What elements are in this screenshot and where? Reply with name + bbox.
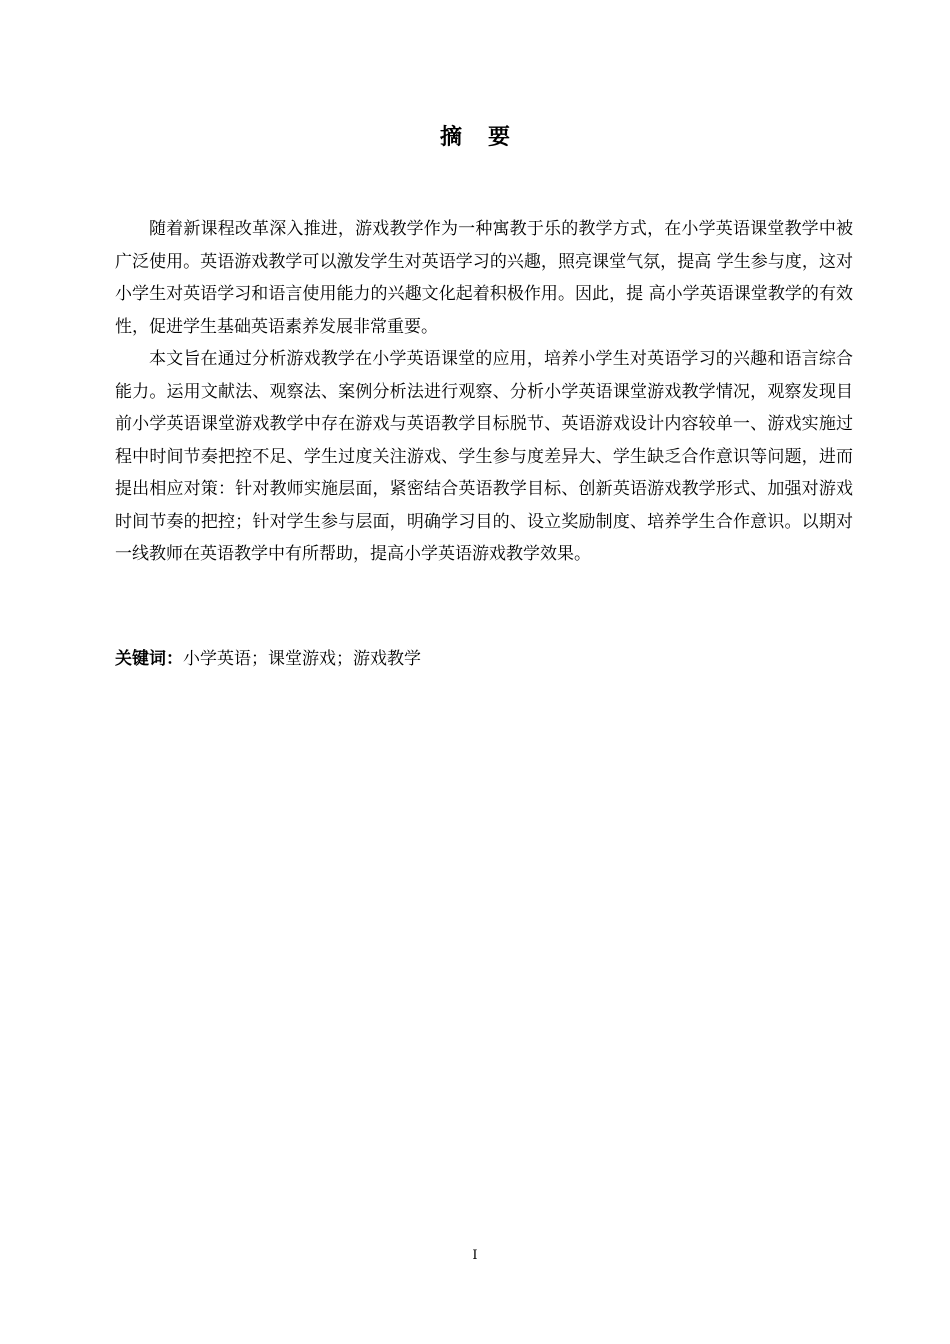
abstract-paragraph-2: 本文旨在通过分析游戏教学在小学英语课堂的应用，培养小学生对英语学习的兴趣和语言综合能力。运用文献法、观察法、案例分析法进行观察、分析小学英语课堂游戏教学情况，观察发现目前小学英语课堂游戏教学中存在游戏与英语教学目标脱节、英语游戏设计内容较单一、游戏实施过程中时间节奏把控不足、学生过度关注游戏、学生参与度差异大、学生缺乏合作意识等问题，进而提出相应对策：针对教师实施层面，紧密结合英语教学目标、创新英语游戏教学形式、加强对游戏时间节奏的把控；针对学生参与层面，明确学习目的、设立奖励制度、培养学生合作意识。以期对一线教师在英语教学中有所帮助，提高小学英语游戏教学效果。 <box>115 349 853 564</box>
keywords-value: 小学英语；课堂游戏；游戏教学 <box>183 649 421 669</box>
abstract-title: 摘要 <box>439 125 536 150</box>
keywords-line <box>115 644 853 674</box>
keywords-label: 关键词： <box>115 649 183 669</box>
abstract-body <box>115 213 853 571</box>
page-number: I <box>472 1248 478 1263</box>
abstract-paragraph-1: 随着新课程改革深入推进，游戏教学作为一种寓教于乐的教学方式，在小学英语课堂教学中被广泛使用。英语游戏教学可以激发学生对英语学习的兴趣，照亮课堂气氛，提高 学生参与度，这对小学生对英语学习和语言使用能力的兴趣文化起着积极作用。因此，提 高小学英语课堂教学的有效性，促进学生基础英语素养发展非常重要。 <box>115 219 853 337</box>
